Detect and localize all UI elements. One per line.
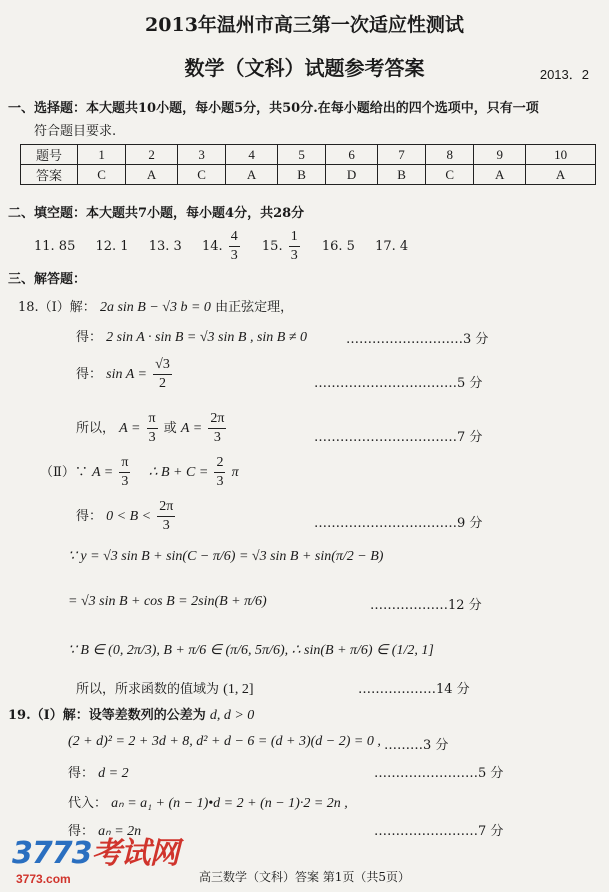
fraction xyxy=(153,358,172,391)
table-cell: C xyxy=(78,165,126,185)
formula: ∴ B + C = xyxy=(148,465,209,480)
table-cell: C xyxy=(177,165,225,185)
q18-line1 xyxy=(18,296,293,316)
logo-url: 3773.com xyxy=(16,872,71,886)
score-7: ……………………7 分 xyxy=(374,824,504,839)
fraction-denominator: 3 xyxy=(216,474,224,489)
section1-heading-cont: 符合题目要求. xyxy=(34,124,117,139)
table-cell: A xyxy=(126,165,178,185)
fill-in-answers xyxy=(34,230,424,263)
q18-line6 xyxy=(76,500,177,533)
formula: d = 2 xyxy=(98,766,129,781)
row-label-number: 题号 xyxy=(21,145,78,165)
table-cell: 10 xyxy=(526,145,596,165)
table-cell: B xyxy=(277,165,325,185)
section1-heading: 一、选择题：本大题共10小题，每小题5分，共50分.在每小题给出的四个选项中，只有一项 xyxy=(8,101,539,116)
fraction-numerator: 2π xyxy=(157,500,175,517)
table-cell: D xyxy=(326,165,378,185)
fraction xyxy=(119,456,130,489)
fraction xyxy=(229,230,240,263)
formula: 2a sin B − √3 b = 0 xyxy=(99,300,211,315)
table-cell: B xyxy=(377,165,425,185)
step-label: 代入： xyxy=(68,796,108,811)
table-cell: 1 xyxy=(78,145,126,165)
fraction-denominator: 3 xyxy=(148,430,156,445)
score-9: ……………………………9 分 xyxy=(314,516,483,531)
step-label: 得： xyxy=(76,330,103,345)
formula: sin A = xyxy=(106,367,147,382)
fraction-numerator: π xyxy=(147,412,158,429)
multiple-choice-answer-table xyxy=(20,144,596,185)
page-subtitle: 数学（文科）试题参考答案 xyxy=(184,56,425,80)
score-14: ………………14 分 xyxy=(358,682,470,697)
fraction xyxy=(157,500,175,533)
q18-line7: ∵ y = √3 sin B + sin(C − π/6) = √3 sin B + sin(π/2 − B) xyxy=(68,549,384,564)
fraction-denominator: 3 xyxy=(230,248,238,263)
score-3: ………3 分 xyxy=(384,738,449,753)
fraction xyxy=(208,412,226,445)
table-row-answers xyxy=(21,165,596,185)
formula: 0 < B < xyxy=(106,509,152,524)
conclusion-text: 所以，所求函数的值域为 xyxy=(76,682,220,697)
note: 由正弦定理， xyxy=(215,300,294,315)
row-label-answer: 答案 xyxy=(21,165,78,185)
fraction-denominator: 3 xyxy=(162,518,170,533)
table-row-numbers xyxy=(21,145,596,165)
formula: A = xyxy=(91,465,114,480)
table-cell: 4 xyxy=(226,145,278,165)
formula: aₙ = 2n xyxy=(98,824,142,839)
formula: A = xyxy=(180,421,203,436)
table-cell: 5 xyxy=(277,145,325,165)
fraction xyxy=(147,412,158,445)
q18-part1-label: 18.（Ⅰ）解： xyxy=(18,300,96,315)
fraction-denominator: 3 xyxy=(121,474,129,489)
section3-heading: 三、解答题： xyxy=(8,272,87,287)
q19-part1-label: 19.（Ⅰ）解：设等差数列的公差为 xyxy=(8,708,206,723)
answer-q11: 11. 85 xyxy=(34,239,76,254)
fraction-numerator: 2 xyxy=(214,456,225,473)
formula: d, d > 0 xyxy=(209,708,255,723)
exam-date: 2013．2 xyxy=(539,67,589,82)
q18-line2 xyxy=(76,326,307,346)
fraction-denominator: 3 xyxy=(290,248,298,263)
answer-q13: 13. 3 xyxy=(148,239,182,254)
or-word: 或 xyxy=(163,421,177,436)
fraction xyxy=(214,456,225,489)
table-cell: 8 xyxy=(426,145,474,165)
fraction-denominator: 3 xyxy=(213,430,221,445)
q18-line3 xyxy=(76,358,174,391)
fraction-numerator: √3 xyxy=(153,358,172,375)
logo-wordmark: 3773考试网 xyxy=(12,836,179,871)
fraction-numerator: 2π xyxy=(208,412,226,429)
page-footer: 高三数学（文科）答案 第1页（共5页） xyxy=(198,870,411,884)
step-label: 得： xyxy=(76,367,103,382)
table-cell: A xyxy=(226,165,278,185)
table-cell: 9 xyxy=(474,145,526,165)
formula: A = xyxy=(119,421,141,436)
fraction-numerator: π xyxy=(119,456,130,473)
fraction-denominator: 2 xyxy=(158,376,166,391)
formula: π xyxy=(231,465,239,480)
step-label: 得： xyxy=(76,509,103,524)
formula: (1, 2] xyxy=(223,682,254,697)
table-cell: A xyxy=(474,165,526,185)
step-label: 所以， xyxy=(76,421,116,436)
q18-line5 xyxy=(40,456,239,489)
table-cell: 3 xyxy=(177,145,225,165)
q19-line2: (2 + d)² = 2 + 3d + 8, d² + d − 6 = (d + 3)(d − 2) = 0 , xyxy=(68,734,381,749)
score-3: ………………………3 分 xyxy=(346,332,489,347)
answer-q15-label: 15. xyxy=(261,239,283,254)
section2-heading: 二、填空题：本大题共7小题，每小题4分，共28分 xyxy=(8,206,305,221)
q19-line3 xyxy=(68,762,129,782)
q19-line4 xyxy=(68,792,348,812)
answer-q17: 17. 4 xyxy=(375,239,409,254)
fraction xyxy=(289,230,300,263)
answer-q14-label: 14. xyxy=(201,239,223,254)
score-12: ………………12 分 xyxy=(370,598,482,613)
answer-q15 xyxy=(262,230,302,263)
score-5: ……………………5 分 xyxy=(374,766,504,781)
q18-line8: = √3 sin B + cos B = 2sin(B + π/6) xyxy=(68,594,267,609)
page-title: 2013年温州市高三第一次适应性测试 xyxy=(145,14,464,36)
q18-line4 xyxy=(76,412,228,445)
q18-line9: ∵ B ∈ (0, 2π/3), B + π/6 ∈ (π/6, 5π/6), ∴ sin(B + π/6) ∈ (1/2, 1] xyxy=(68,643,434,658)
answer-q12: 12. 1 xyxy=(95,239,129,254)
step-label: 得： xyxy=(68,824,95,839)
formula: aₙ = a₁ + (n − 1)•d = 2 + (n − 1)·2 = 2n , xyxy=(111,796,348,811)
q19-line1 xyxy=(8,704,254,724)
q18-line10 xyxy=(76,678,253,698)
score-5: ……………………………5 分 xyxy=(314,376,483,391)
fraction-numerator: 4 xyxy=(229,230,240,247)
q18-part2-label: （Ⅱ）∵ xyxy=(40,465,88,480)
answer-q16: 16. 5 xyxy=(321,239,355,254)
table-cell: 2 xyxy=(126,145,178,165)
table-cell: C xyxy=(426,165,474,185)
score-7: ……………………………7 分 xyxy=(314,430,483,445)
table-cell: 6 xyxy=(326,145,378,165)
formula: 2 sin A · sin B = √3 sin B , sin B ≠ 0 xyxy=(106,330,308,345)
answer-q14 xyxy=(202,230,242,263)
table-cell: A xyxy=(526,165,596,185)
fraction-numerator: 1 xyxy=(289,230,300,247)
table-cell: 7 xyxy=(377,145,425,165)
step-label: 得： xyxy=(68,766,95,781)
